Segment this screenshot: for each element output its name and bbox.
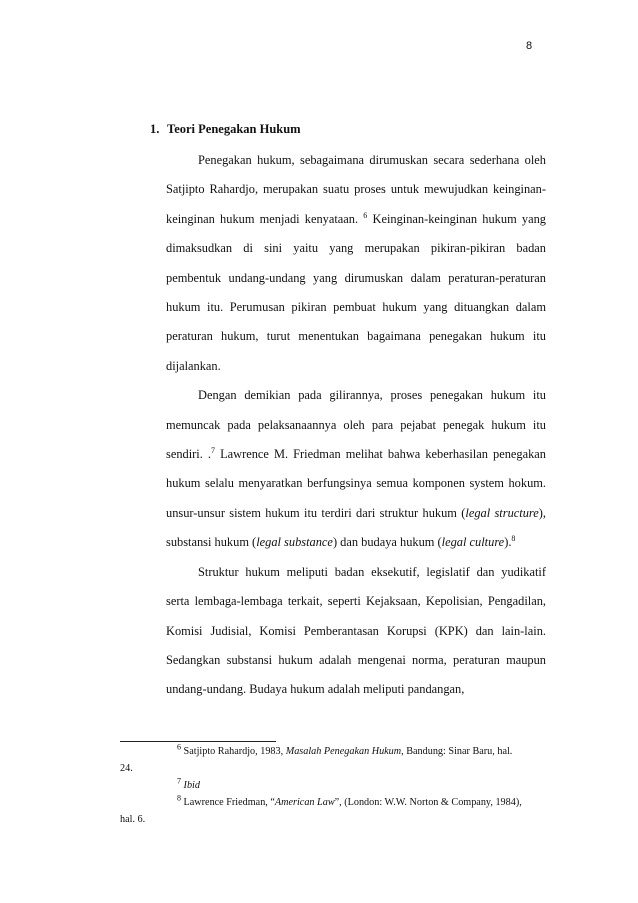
italic-term: legal structure xyxy=(465,505,539,520)
footnote-text: , Bandung: Sinar Baru, hal. xyxy=(401,746,513,757)
footnote-8-continuation: hal. 6. xyxy=(120,814,146,825)
paragraph-text: Dengan demikian pada gilirannya, proses penegakan hukum itu memuncak pada pelaksanaannya oleh para pejabat penegak hukum itu sendiri. . xyxy=(166,388,546,462)
paragraph-3: Struktur hukum meliputi badan eksekutif, legislatif dan yudikatif serta lembaga-lembaga terkait, seperti Kejaksaan, Kepolisian, Pengadilan, Komisi Judisial, Komisi Pemberantasan Korupsi (KPK) dan lain-lain. Sedangkan substansi hukum adalah mengenai norma, peraturan maupun undang-undang. Budaya hukum adalah meliputi pandangan, xyxy=(166,564,546,697)
footnote-italic: Ibid xyxy=(181,780,200,791)
paragraph-1 xyxy=(166,146,546,381)
footnote-italic: Masalah Penegakan Hukum xyxy=(285,746,402,757)
footnote-6 xyxy=(120,743,546,760)
body-text xyxy=(166,146,546,705)
footnote-number: 8 xyxy=(177,793,181,803)
footnote-number: 6 xyxy=(177,742,181,752)
section-number: 1. xyxy=(150,122,160,136)
paragraph-text: ) dan budaya hukum ( xyxy=(332,535,442,550)
paragraph-text: ). xyxy=(504,535,512,550)
paragraph-2 xyxy=(166,381,546,557)
footnote-8 xyxy=(120,794,546,811)
italic-term: legal culture xyxy=(441,535,505,550)
footnote-number: 7 xyxy=(177,776,181,786)
footnotes xyxy=(120,743,546,828)
section-title: Teori Penegakan Hukum xyxy=(167,122,301,136)
paragraph-text: Keinginan-keinginan hukum yang dimaksudkan di sini yaitu yang merupakan pikiran-pikiran badan pembentuk undang-undang yang dirumuskan dalam peraturan-peraturan hukum itu. Perumusan pikiran pembuat hukum yang dituangkan dalam peraturan hukum, turut menentukan bagaimana penegakan hukum itu dijalankan. xyxy=(166,211,546,373)
footnote-divider xyxy=(120,741,276,742)
paragraph-text: Penegakan hukum, sebagaimana dirumuskan secara sederhana oleh Satjipto Rahardjo, merupakan suatu proses untuk mewujudkan keinginan-keinginan hukum menjadi kenyataan. xyxy=(166,153,546,226)
footnote-ref-8: 8 xyxy=(511,534,516,544)
section-heading xyxy=(150,122,301,137)
footnote-text: ”, (London: W.W. Norton & Company, 1984), xyxy=(334,797,522,808)
paragraph-text: ), substansi hukum ( xyxy=(166,505,546,550)
footnote-ref-6: 6 xyxy=(363,210,368,220)
footnote-italic: American Law xyxy=(274,797,335,808)
italic-term: legal substance xyxy=(256,535,333,550)
footnote-ref-7: 7 xyxy=(211,445,215,455)
footnote-text: Satjipto Rahardjo, 1983, xyxy=(181,746,286,757)
footnote-6-continuation: 24. xyxy=(120,763,133,774)
paragraph-text: Lawrence M. Friedman melihat bahwa keberhasilan penegakan hukum selalu menyaratkan berfungsinya semua komponen system hokum. unsur-unsur sistem hukum itu terdiri dari struktur hukum ( xyxy=(166,447,546,520)
footnote-text: Lawrence Friedman, “ xyxy=(181,797,275,808)
footnote-7 xyxy=(120,777,546,794)
page-number: 8 xyxy=(526,40,533,52)
